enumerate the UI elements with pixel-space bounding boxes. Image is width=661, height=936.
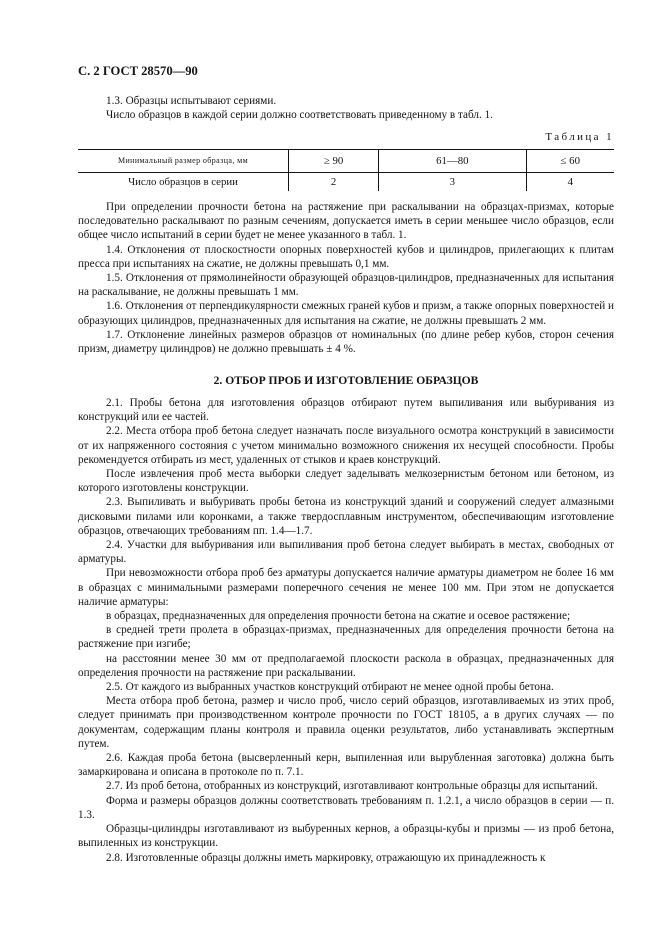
paragraph: Места отбора проб бетона, размер и число проб, число серий образцов, изготавливаемых из этих проб, следует принимать при производственном контроле прочности по ГОСТ 18105, а в других случаях — по документам, содержащим планы контроля и правила оценки результатов, либо устанавливать экспертным путем. <box>78 695 614 750</box>
section-1-block <box>78 200 614 356</box>
paragraph: При невозможности отбора проб без арматуры допускается наличие арматуры диаметром не более 16 мм в образцах с минимальными размерами поперечного сечения не менее 100 мм. При этом не допускается наличие арматуры: <box>78 567 614 608</box>
paragraph: на расстоянии менее 30 мм от предполагаемой плоскости раскола в образцах, предназначенных для определения прочности на растяжение при раскалывании. <box>78 652 614 679</box>
paragraph: 2.7. Из проб бетона, отобранных из конструкций, изготавливают контрольные образцы для испытаний. <box>106 780 598 793</box>
paragraph: 1.4. Отклонения от плоскостности опорных поверхностей кубов и цилиндров, прилегающих к плитам пресса при испытаниях на сжатие, не должны превышать 0,1 мм. <box>78 243 614 270</box>
paragraph: 2.5. От каждого из выбранных участков конструкций отбирают не менее одной пробы бетона. <box>106 681 554 694</box>
paragraph: 2.4. Участки для выбуривания или выпиливания проб бетона следует выбирать в местах, свободных от арматуры. <box>78 539 614 566</box>
paragraph: 2.1. Пробы бетона для изготовления образцов отбирают путем выпиливания или выбуривания из конструкций или ее частей. <box>78 397 614 424</box>
intro-block <box>78 94 614 122</box>
section-title: 2. ОТБОР ПРОБ И ИЗГОТОВЛЕНИЕ ОБРАЗЦОВ <box>213 374 479 387</box>
table-header-label: Минимальный размер образца, мм <box>78 150 289 173</box>
paragraph: Образцы-цилиндры изготавливают из выбуренных кернов, а образцы-кубы и призмы — из проб бетона, выпиленных из конструкции. <box>78 823 614 850</box>
paragraph: 1.6. Отклонения от перпендикулярности смежных граней кубов и призм, а также опорных поверхностей и образующих цилиндров, предназначенных для испытания на сжатие, не должны превышать 2 мм. <box>78 300 615 327</box>
table-cell: 4 <box>526 173 614 192</box>
paragraph: Число образцов в каждой серии должно соответствовать приведенному в табл. 1. <box>106 109 493 122</box>
table-row-label: Число образцов в серии <box>128 175 238 188</box>
paragraph: Форма и размеры образцов должны соответствовать требованиям п. 1.2.1, а число образцов в серии — п. 1.3. <box>78 794 614 821</box>
paragraph: 2.2. Места отбора проб бетона следует назначать после визуального осмотра конструкций в зависимости от их напряженного состояния с учетом минимально возможного снижения их несущей способности. Пробы рекомендуется отбирать из мест, удаленных от стыков и краев конструкций. <box>78 425 614 466</box>
paragraph: 2.8. Изготовленные образцы должны иметь маркировку, отражающую их принадлежность к <box>106 851 546 864</box>
paragraph: При определении прочности бетона на растяжение при раскалывании на образцах-призмах, которые последовательно раскалывают по разным сечениям, допускается иметь в серии меньшее число образцов, если общее число испытаний в серии будет не менее указанного в табл. 1. <box>78 201 614 242</box>
table-header-cell: ≤ 60 <box>526 150 614 173</box>
table-cell: 3 <box>379 173 526 192</box>
paragraph: 2.6. Каждая проба бетона (высверленный керн, выпиленная или вырубленная заготовка) должна быть замаркирована и описана в протоколе по п. 7.1. <box>78 752 614 779</box>
paragraph: 1.3. Образцы испытывают сериями. <box>106 95 277 107</box>
table-header-cell: 61—80 <box>379 150 526 173</box>
paragraph: в средней трети пролета в образцах-призмах, предназначенных для определения прочности бетона на растяжение при изгибе; <box>78 624 614 651</box>
section-2-block <box>78 396 614 865</box>
paragraph: в образцах, предназначенных для определения прочности бетона на сжатие и осевое растяжение; <box>106 610 571 623</box>
paragraph: После извлечения проб места выборки следует заделывать мелкозернистым бетоном или бетоном, из которого изготовлены конструкции. <box>78 468 614 495</box>
table-header-cell: ≥ 90 <box>289 150 379 173</box>
table-1 <box>78 149 614 191</box>
paragraph: 2.3. Выпиливать и выбуривать пробы бетона из конструкций зданий и сооружений следует алмазными дисковыми пилами или коронками, а также твердосплавным инструментом, обеспечивающим изготовление образцов, отвечающих требованиям пп. 1.4—1.7. <box>78 496 614 537</box>
paragraph: 1.5. Отклонения от прямолинейности образующей образцов-цилиндров, предназначенных для испытания на раскалывание, не должны превышать 1 мм. <box>78 272 614 299</box>
table-caption: Таблица 1 <box>545 131 614 143</box>
table-cell: 2 <box>289 173 379 192</box>
page-header: С. 2 ГОСТ 28570—90 <box>78 64 198 78</box>
table-header-row <box>78 150 614 173</box>
paragraph: 1.7. Отклонение линейных размеров образцов от номинальных (по длине ребер кубов, сторон сечения призм, диаметру цилиндров) не должно превышать ± 4 %. <box>78 328 614 356</box>
table-row <box>78 173 614 192</box>
